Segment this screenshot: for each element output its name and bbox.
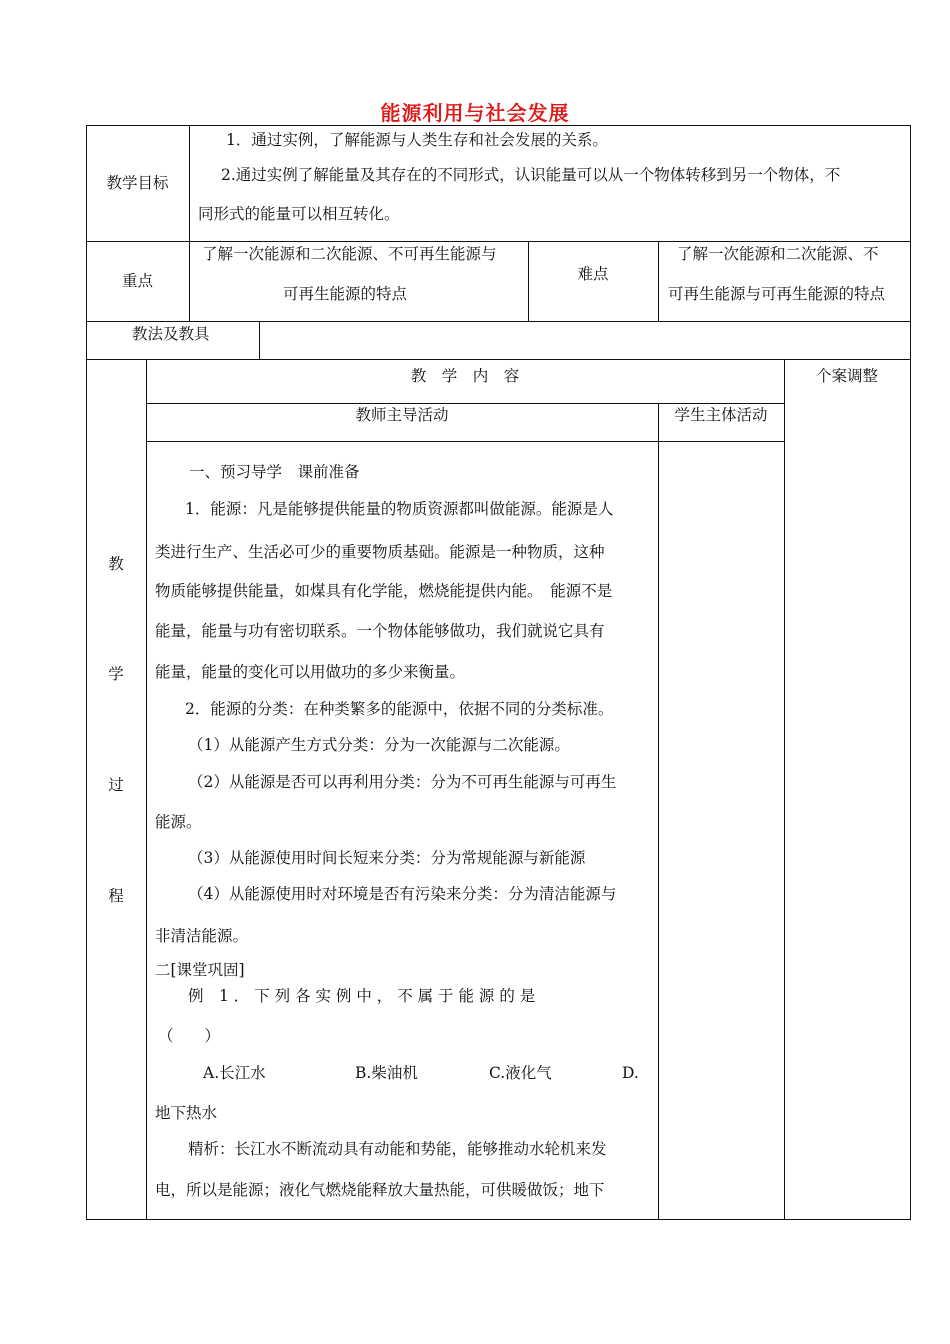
paragraph-line: 2．能源的分类：在种类繁多的能源中，依据不同的分类标准。 [185,700,614,718]
example-blank: （ ） [158,1027,221,1045]
classification-item-cont: 能源。 [155,813,202,831]
table-border-right [910,125,911,1220]
adjust-header: 个案调整 [815,367,878,385]
goals-label: 教学目标 [106,174,169,192]
process-label-char: 教 [108,555,124,573]
table-col-divider [784,359,785,1220]
process-label-char: 过 [108,776,124,794]
classification-item: （1）从能源产生方式分类：分为一次能源与二次能源。 [188,736,570,754]
key-label: 重点 [121,272,153,290]
document-title: 能源利用与社会发展 [380,101,570,125]
table-row-divider [86,321,911,322]
table-row-divider [146,403,784,404]
classification-item-cont: 非清洁能源。 [155,927,249,945]
option-b: B.柴油机 [355,1064,418,1082]
paragraph-line: 能量，能量与功有密切联系。一个物体能够做功，我们就说它具有 [155,622,605,640]
table-row-divider [146,441,784,442]
option-d-text: 地下热水 [155,1104,218,1122]
option-d: D. [622,1064,639,1082]
table-col-divider [189,125,190,322]
table-row-divider [86,241,911,242]
option-c: C.液化气 [489,1064,552,1082]
table-row-divider [86,359,911,360]
classification-item: （2）从能源是否可以再利用分类：分为不可再生能源与可再生 [188,773,617,791]
example-question: 例 1 ． 下 列 各 实 例 中 ， 不 属 于 能 源 的 是 [188,987,536,1005]
difficulty-label: 难点 [577,265,609,283]
key-line-1: 了解一次能源和二次能源、不可再生能源与 [202,245,497,263]
goals-line-3: 同形式的能量可以相互转化。 [198,205,400,223]
section-1-title: 一、预习导学 课前准备 [189,463,360,481]
table-border-top [86,125,911,126]
teacher-header: 教师主导活动 [355,406,449,424]
classification-item: （3）从能源使用时间长短来分类：分为常规能源与新能源 [188,849,586,867]
table-col-divider [658,241,659,322]
table-col-divider [658,403,659,1220]
table-col-divider [259,321,260,360]
paragraph-line: 类进行生产、生活必可少的重要物质基础。能源是一种物质，这种 [155,543,605,561]
analysis-line: 电，所以是能源；液化气燃烧能释放大量热能，可供暖做饭；地下 [155,1181,605,1199]
paragraph-line: 能量，能量的变化可以用做功的多少来衡量。 [155,663,466,681]
classification-item: （4）从能源使用时对环境是否有污染来分类：分为清洁能源与 [188,885,617,903]
content-header: 教 学 内 容 [410,367,520,385]
analysis-line: 精析：长江水不断流动具有动能和势能，能够推动水轮机来发 [188,1140,607,1158]
method-label: 教法及教具 [132,325,210,343]
goals-line-1: 1．通过实例，了解能源与人类生存和社会发展的关系。 [226,131,608,149]
paragraph-line: 物质能够提供能量，如煤具有化学能，燃烧能提供内能。 能源不是 [155,582,613,600]
section-2-title: 二[课堂巩固] [155,961,245,979]
difficulty-line-2: 可再生能源与可再生能源的特点 [668,285,886,303]
table-col-divider [146,359,147,1220]
process-label-char: 学 [108,665,124,683]
student-header: 学生主体活动 [674,406,768,424]
paragraph-line: 1．能源：凡是能够提供能量的物质资源都叫做能源。能源是人 [185,500,614,518]
difficulty-line-1: 了解一次能源和二次能源、不 [677,245,879,263]
process-label-char: 程 [108,887,124,905]
table-border-bottom [86,1219,911,1220]
key-line-2: 可再生能源的特点 [283,285,408,303]
goals-line-2: 2.通过实例了解能量及其存在的不同形式，认识能量可以从一个物体转移到另一个物体，不 [221,166,841,184]
option-a: A.长江水 [203,1064,266,1082]
